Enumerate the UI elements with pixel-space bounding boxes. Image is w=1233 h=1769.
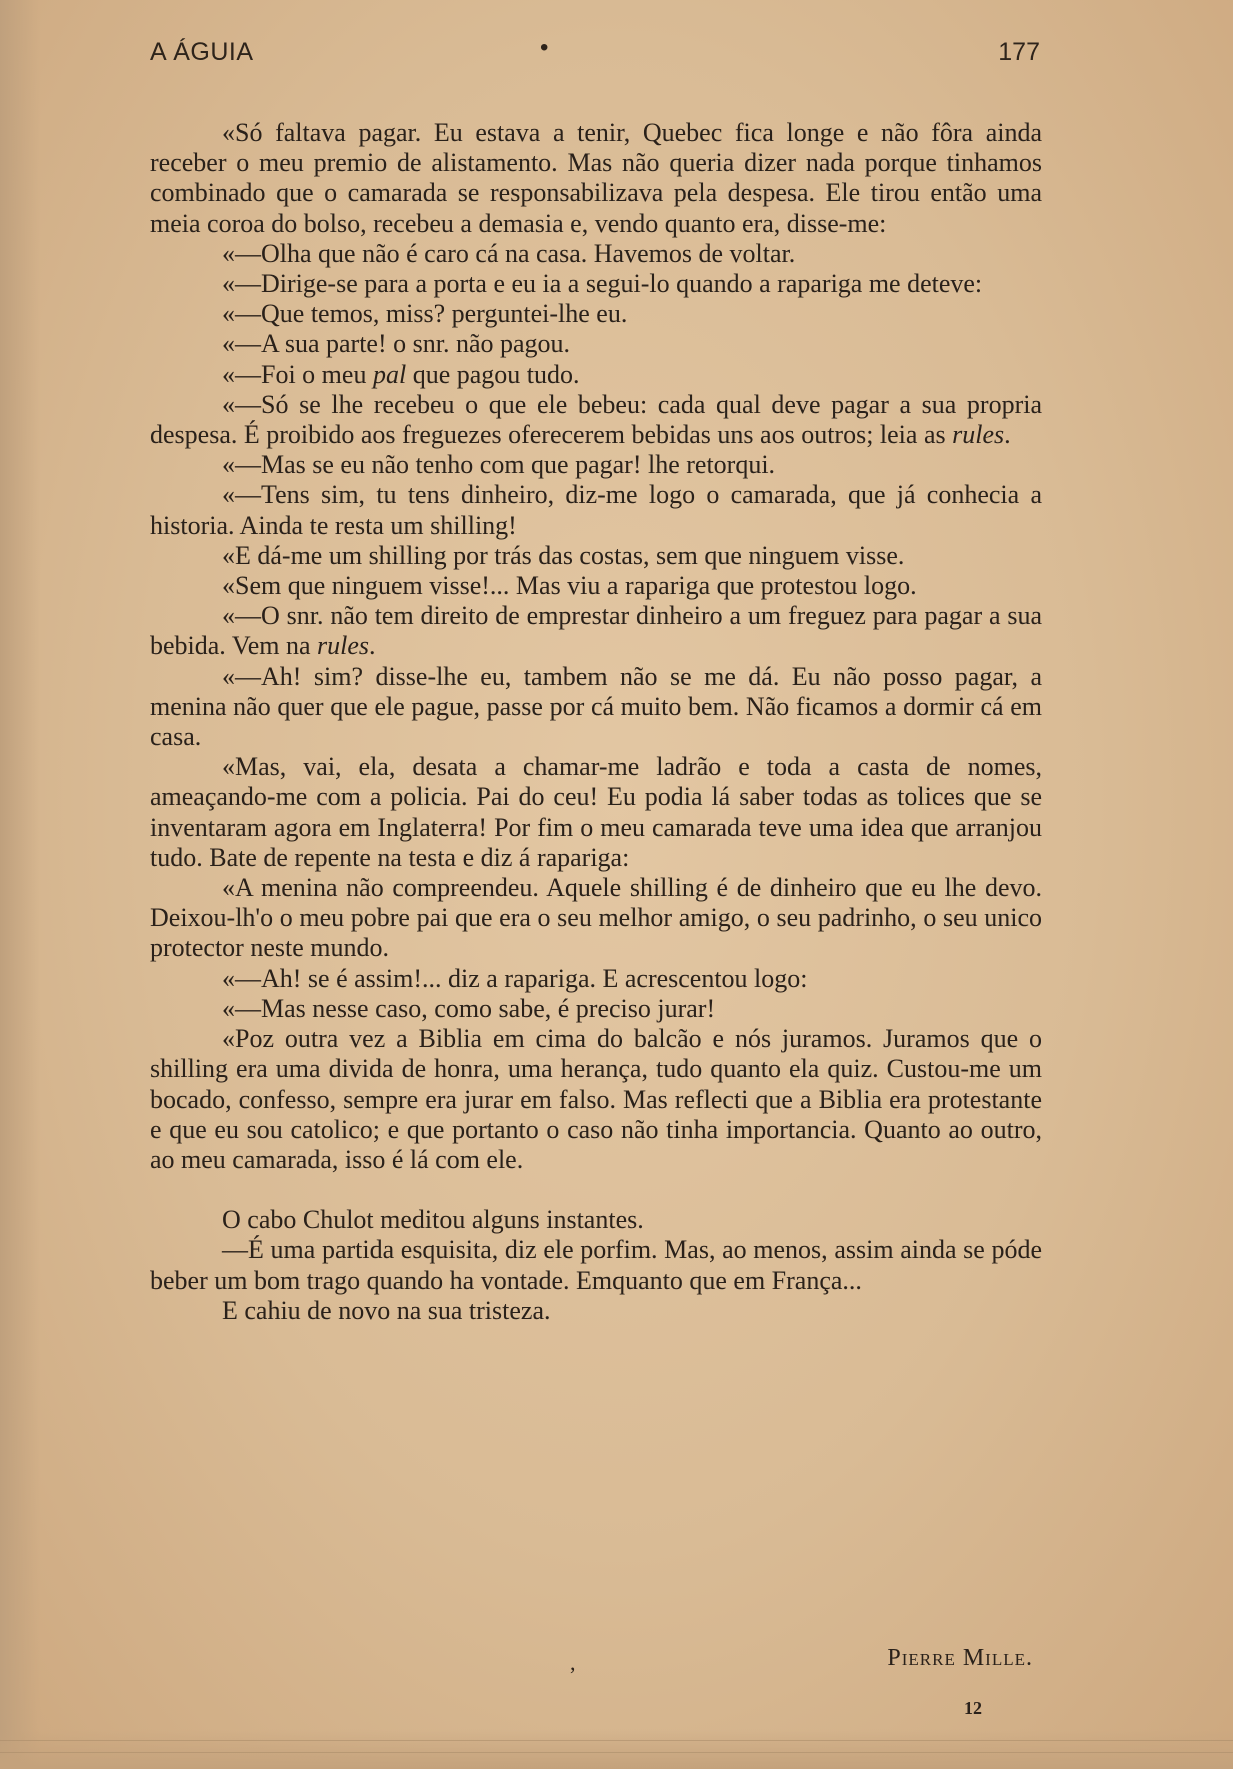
paragraph: «—Só se lhe recebeu o que ele bebeu: cada qual deve pagar a sua propria despesa. É proibido aos freguezes oferecerem bebidas uns aos outros; leia as rules. [150,389,1042,450]
paragraph: E cahiu de novo na sua tristeza. [222,1295,551,1325]
paragraph: «E dá-me um shilling por trás das costas, sem que ninguem visse. [222,540,905,570]
paragraph: «—Ah! se é assim!... diz a rapariga. E acrescentou logo: [222,963,808,993]
paragraph: «Só faltava pagar. Eu estava a tenir, Quebec fica longe e não fôra ainda receber o meu premio de alistamento. Mas não queria dizer nada porque tinhamos combinado que o camarada se responsabilizava pela despesa. Ele tirou então uma meia coroa do bolso, recebeu a demasia e, vendo quanto era, disse-me: [150,118,1042,238]
italic-word: rules [952,420,1005,450]
paragraph: «—Que temos, miss? perguntei-lhe eu. [222,299,628,329]
header-dot: • [540,34,549,61]
paper-line [0,1740,1233,1741]
italic-word: rules [317,631,370,661]
paragraph: —É uma partida esquisita, diz ele porfim. Mas, ao menos, assim ainda se póde beber um bom trago quando ha vontade. Emquanto que em França... [150,1235,1042,1295]
author-signature: Pierre Mille. [887,1645,1033,1671]
paragraph: «—Tens sim, tu tens dinheiro, diz-me logo o camarada, que já conhecia a historia. Ainda te resta um shilling! [150,480,1042,540]
paragraph: «—A sua parte! o snr. não pagou. [222,329,571,359]
paragraph: «A menina não compreendeu. Aquele shilling é de dinheiro que eu lhe devo. Deixou-lh'o o meu pobre pai que era o seu melhor amigo, o seu padrinho, o seu unico protector neste mundo. [150,873,1042,963]
page-number: 177 [998,38,1040,66]
paragraph: «—Dirige-se para a porta e eu ia a segui-lo quando a rapariga me deteve: [222,269,983,299]
paragraph: «—O snr. não tem direito de emprestar dinheiro a um freguez para pagar a sua bebida. Vem na rules. [150,601,1042,661]
italic-word: pal [372,359,407,389]
paragraph: «—Ah! sim? disse-lhe eu, tambem não se me dá. Eu não posso pagar, a menina não quer que ele pague, passe por cá muito bem. Não ficamos a dormir cá em casa. [150,661,1042,752]
running-head [150,34,1040,72]
paragraph: «—Mas nesse caso, como sabe, é preciso jurar! [222,993,716,1023]
sheet-number: 12 [964,1698,982,1718]
journal-title: A ÁGUIA [150,38,254,66]
article-text [150,118,1042,1326]
page-shadow-bottom [0,1729,1233,1769]
paragraph: «Sem que ninguem visse!... Mas viu a rapariga que protestou logo. [222,571,917,601]
paragraph: «—Foi o meu pal que pagou tudo. [222,359,580,389]
paper-line [0,1752,1233,1753]
paragraph: «—Olha que não é caro cá na casa. Havemos de voltar. [222,238,796,268]
paragraph: «—Mas se eu não tenho com que pagar! lhe retorqui. [222,450,776,480]
paragraph: «Mas, vai, ela, desata a chamar-me ladrão e toda a casta de nomes, ameaçando-me com a policia. Pai do ceu! Eu podia lá saber todas as tolices que se inventaram agora em Inglaterra! Por fim o meu camarada teve uma idea que arranjou tudo. Bate de repente na testa e diz á rapariga: [150,752,1042,872]
paragraph: «Poz outra vez a Biblia em cima do balcão e nós juramos. Juramos que o shilling era uma divida de honra, uma herança, tudo quanto ela quiz. Custou-me um bocado, confesso, sempre era jurar em falso. Mas reflecti que a Biblia era protestante e que eu sou catolico; e que portanto o caso não tinha importancia. Quanto ao outro, ao meu camarada, isso é lá com ele. [150,1024,1042,1174]
paragraph: O cabo Chulot meditou alguns instantes. [222,1205,644,1235]
page-shadow-left [0,0,40,1769]
stray-mark: , [570,1650,576,1675]
